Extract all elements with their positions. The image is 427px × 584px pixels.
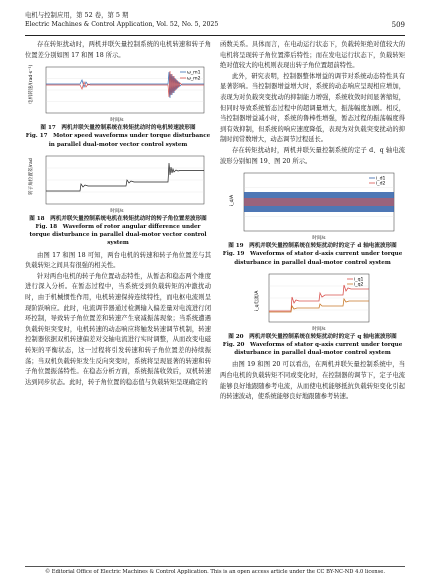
page-header [25, 9, 405, 36]
fig19-caption-en: Fig. 19 Waveforms of stator d-axis current under torque disturbance in parallel dual-motor control system [222, 251, 403, 266]
right-column [220, 40, 405, 403]
fig17-caption-cn: 图 17 两机并联矢量控制系统在转矩扰动时的电机转速波形图 [40, 125, 196, 132]
fig20-caption-cn: 图 20 两机并联矢量控制系统在转矩扰动时的定子 q 轴电流波形图 [228, 333, 397, 340]
paragraph: 此外，研究表明，控制器整体增益的调节对系统动态特性具有显著影响。当控制器增益增大时，系统的动态响应呈现相应增加，表现为对负载突变扰动的抑制能力增强，系统收敛时间显著缩短，但同时导致系统暂态过程中的超调量增大，振荡幅度加剧。相反，当控制器增益减小时，系统的鲁棒性增强，暂态过程的振荡幅度得到有效抑制，但系统的响应速度降低，表现为对负载突变扰动的抑制时间常数增大，动态调节过程延长。 [220, 72, 405, 144]
paragraph: 由图 17 和图 18 可知，两台电机的转速和转子角位置差与其负载转矩之间具有很强的相关性。 [25, 251, 211, 270]
figure-19 [228, 170, 398, 242]
fig19-legend-2: i_d2 [375, 181, 385, 187]
fig20-legend-2: i_q2 [353, 282, 363, 288]
fig17-ylabel: 电机转速/(rad·s⁻¹) [29, 64, 34, 105]
paragraph: 存在转矩扰动时，两机并联矢量控制系统的定子 d、q 轴电流波形分别如图 19、图 20 所示。 [220, 146, 405, 165]
fig18-xlabel: 时间/s [110, 208, 124, 214]
fig19-legend-1: i_d1 [375, 176, 385, 182]
page-number: 509 [391, 21, 405, 29]
fig19-caption-cn: 图 19 两机并联矢量控制系统在转矩扰动时的定子 d 轴电流波形图 [228, 243, 397, 250]
fig20-ylabel: i_q电流/A [254, 290, 260, 311]
page-footer: © Editorial Office of Electric Machines & Control Application. This is an open access article under the CC BY-NC-ND 4.0 license. [25, 566, 405, 575]
paragraph: 函数关系。具体而言，在电动运行状态下，负载转矩绝对值较大的电机将呈现转子角位置滞后特性；而在发电运行状态下，负载转矩绝对值较大的电机则表现出转子角位置超前特性。 [220, 41, 405, 70]
journal-title-cn: 电机与控制应用，第 52 卷，第 5 期 [25, 11, 129, 19]
fig17-caption-en: Fig. 17 Motor speed waveforms under torque disturbance in parallel dual-motor vector control system [25, 133, 211, 148]
fig17-legend-2: ω_m2 [187, 76, 201, 82]
figure-17 [28, 64, 208, 124]
fig18-ylabel: 转子角位置差/rad [29, 158, 34, 195]
fig19-ylabel: i_d/A [229, 194, 235, 207]
fig18-caption-en: Fig. 18 Waveform of rotor angular difference under torque disturbance in parallel dual-motor vector control system [29, 224, 207, 247]
fig20-legend-1: i_q1 [353, 277, 363, 283]
fig19-xlabel: 时间/s [311, 236, 326, 242]
journal-title-en: Electric Machines & Control Application, Vol. 52, No. 5, 2025 [25, 21, 219, 28]
paragraph: 存在转矩扰动时，两机并联矢量控制系统的电机转速和转子角位置差分别如图 17 和图 18 所示。 [25, 41, 211, 59]
fig20-chart [253, 271, 373, 333]
figure-20 [253, 271, 373, 333]
paragraph: 由图 19 和图 20 可以看出，在两机并联矢量控制系统中，当两台电机的负载转矩不同或变化时，在控制器的调节下，定子电流能够良好地跟随参考电流，从而使电机能够抵抗负载转矩变化引起的转速波动，使系统能够良好地跟随参考转速。 [220, 361, 405, 401]
fig19-series-2-band [244, 198, 394, 206]
fig17-xlabel: 时间/s [110, 118, 124, 124]
paragraph: 针对两台电机的转子角位置动态特性，从暂态和稳态两个维度进行深入分析。在暂态过程中，当系统受到负载转矩的冲激扰动时，由于机械惯性作用，电机转速保持连续特性，而电枢电流则呈现阶跃响应。此时，电流调节器通过检测输入偏差量对电流进行闭环控制，导致转子角位置差和转速产生衰减振荡现象；当系统遭遇负载转矩突变时，电机转速的动态响应将触发转速调节机制，转速控制器依据双机转速偏差对交轴电流进行实时调整，从而改变电磁转矩的平衡状态，这一过程将引发转速和转子角位置差的持续振荡；当双机负载转矩发生反向突变时，系统将呈现显著的转速和转子角位置振荡特性。在稳态分析方面，系统振荡收敛后，双机转速达到同步状态。此时，转子角位置的稳态值与负载转矩呈现确定的 [25, 272, 211, 386]
fig17-legend-1: ω_m1 [187, 70, 201, 76]
figure-18 [28, 153, 208, 215]
fig20-caption-en: Fig. 20 Waveforms of stator q-axis current under torque disturbance in parallel dual-motor control system [222, 341, 403, 357]
fig18-caption-cn: 图 18 两机并联矢量控制系统电机在转矩扰动时的转子角位置差波形图 [29, 215, 207, 222]
fig19-chart [228, 170, 398, 242]
fig17-chart [28, 64, 208, 124]
fig18-chart [28, 153, 208, 215]
fig20-xlabel: 时间/s [311, 326, 326, 332]
left-column [25, 40, 211, 388]
